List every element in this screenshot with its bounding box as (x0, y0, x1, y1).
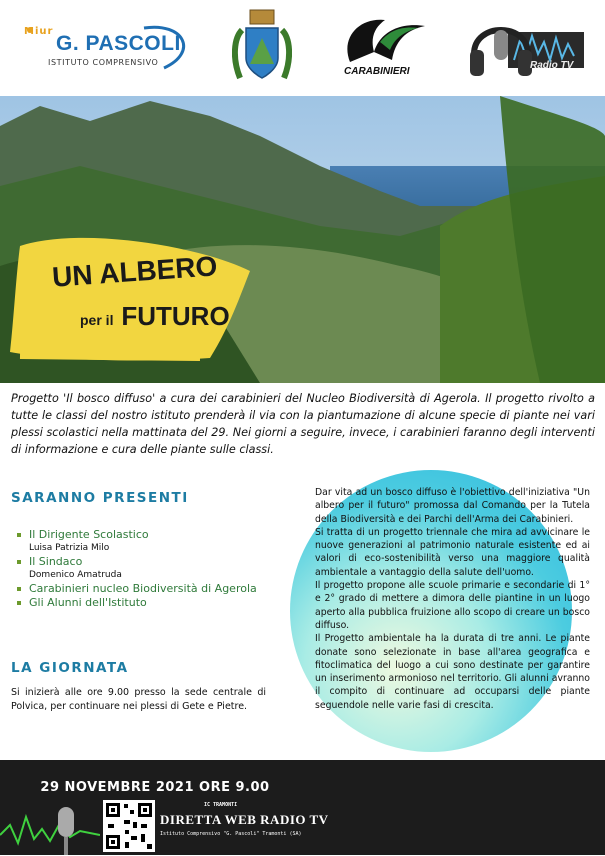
qr-code-icon (103, 800, 155, 852)
school-subtitle: ISTITUTO COMPRENSIVO (48, 58, 159, 67)
presenti-role: Il Dirigente Scolastico (29, 528, 149, 541)
intro-text: Progetto 'Il bosco diffuso' a cura dei carabinieri del Nucleo Biodiversità di Agerola. Il progetto rivolto a tutte le classi del nostro istituto prenderà il via con la piantumazione di alcune specie di piante nei vari plessi scolastici nella mattinata del 29. Nei giorni a seguire, invece, i carabinieri faranno degli interventi di informazione e cura delle piante sulle classi. (11, 392, 595, 456)
qr-code[interactable] (103, 800, 155, 852)
giornata-heading: LA GIORNATA (11, 660, 129, 676)
presenti-item (17, 582, 257, 596)
school-logo (24, 22, 196, 74)
diretta-small-label: IC TRAMONTI (204, 802, 238, 808)
presenti-person: Domenico Amatruda (29, 570, 122, 580)
microphone-icon (0, 795, 100, 855)
project-description (315, 486, 590, 712)
landscape-image (0, 96, 605, 383)
giornata-text: Si inizierà alle ore 9.00 presso la sede centrale di Polvica, per continuare nei plessi di Gete e Pietre. (11, 687, 266, 712)
presenti-item (17, 528, 257, 555)
school-badge: Miur (24, 26, 54, 37)
footer (0, 760, 605, 855)
crest-icon (232, 8, 292, 90)
hero-title-pre: per il (80, 312, 114, 328)
radio-label: Radio TV (530, 60, 574, 71)
presenti-list (17, 528, 257, 610)
presenti-role: Gli Alunni dell'Istituto (29, 596, 147, 609)
diretta-subtitle: Istituto Comprensivo "G. Pascoli" Tramonti (SA) (160, 831, 302, 837)
hero-title-line1: UN ALBERO (51, 250, 219, 293)
carabinieri-logo (340, 12, 430, 86)
headphones-icon (468, 10, 586, 86)
hero-subtitle (80, 301, 230, 332)
presenti-role: Il Sindaco (29, 555, 83, 568)
presenti-role: Carabinieri nucleo Biodiversità di Agerola (29, 582, 257, 595)
description-paragraph: Il progetto propone alle scuole primarie e secondarie di 1° e 2° grado di mettere a dimora delle piantine in un luogo aperto alla pubblica fruizione allo scopo di creare un bosco diffuso. (315, 580, 590, 631)
town-crest (232, 8, 292, 90)
description-paragraph: Dar vita ad un bosco diffuso è l'obiettivo dell'iniziativa "Un albero per il futuro" promossa dal Comando per la Tutela della Biodiversità e dei Parchi dell'Arma dei Carabinieri. (315, 487, 590, 525)
carabinieri-flame-icon (340, 12, 430, 68)
description-paragraph: Il Progetto ambientale ha la durata di tre anni. Le piante donate sono selezionate in base all'area geografica e fitoclimatica del luogo a cui sono destinate per garantire un inserimento armonioso nel territorio. Gli alunni avranno il compito di continuare ad occuparsi delle piante seguendole nelle varie fasi di crescita. (315, 633, 590, 711)
logo-strip (0, 0, 605, 96)
school-name: G. PASCOLI (56, 32, 181, 55)
diretta-title: DIRETTA WEB RADIO TV (160, 812, 329, 827)
presenti-item (17, 596, 257, 610)
presenti-heading: SARANNO PRESENTI (11, 490, 189, 506)
description-paragraph: Si tratta di un progetto triennale che mira ad avvicinare le nuove generazioni al patrimonio naturale esistente ed ai valori di eco-sostenibilità verso una maggiore qualità ambientale a vantaggio della salute dell'uomo. (315, 526, 590, 578)
presenti-item (17, 555, 257, 582)
hero-title-word: FUTURO (121, 301, 230, 331)
hero-landscape (0, 96, 605, 383)
event-date: 29 NOVEMBRE 2021 ORE 9.00 (40, 780, 270, 795)
radio-logo (468, 10, 586, 86)
presenti-person: Luisa Patrizia Milo (29, 543, 110, 553)
carabinieri-label: CARABINIERI (344, 66, 410, 77)
